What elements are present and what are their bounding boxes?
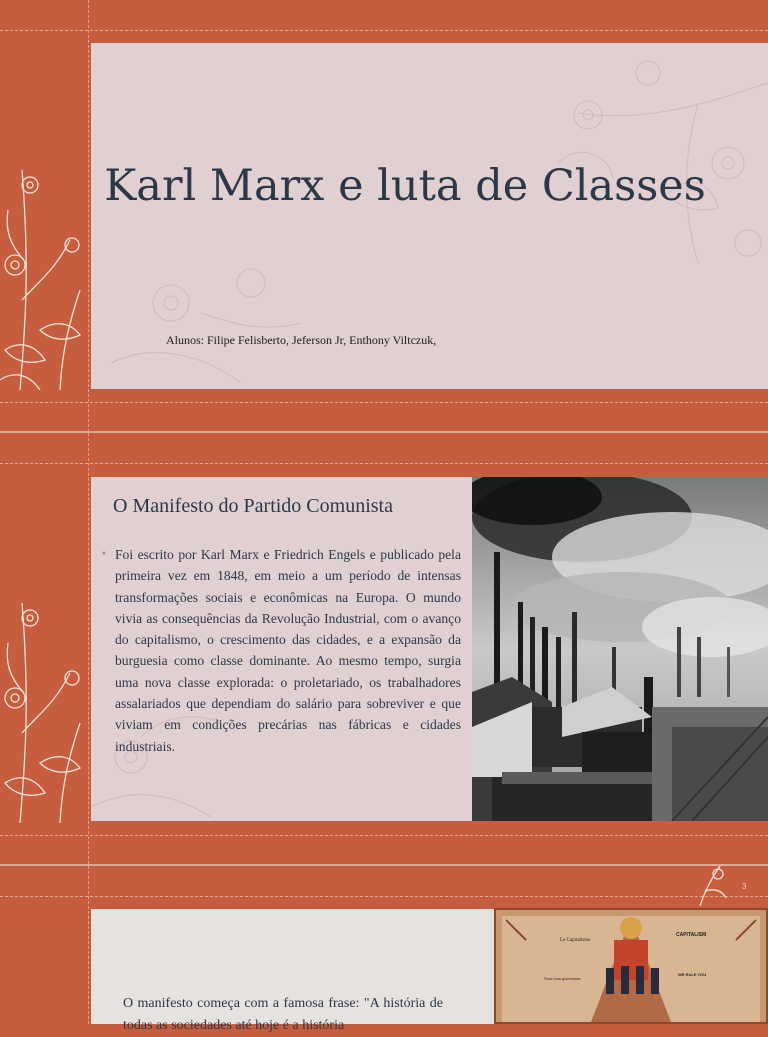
poster-label: WE RULE YOU: [678, 972, 707, 977]
capitalism-pyramid-poster: [494, 908, 768, 1024]
slide-1: [0, 0, 768, 432]
floral-decoration-left: [0, 583, 90, 823]
poster-label: Le Capitalisme: [560, 938, 591, 943]
presentation-title: Karl Marx e luta de Classes: [104, 161, 706, 211]
floral-watermark-left: [111, 243, 311, 389]
bullet-marker: •: [101, 549, 107, 560]
industrial-city-photo: [472, 477, 768, 821]
slide-title: O Manifesto do Partido Comunista: [113, 495, 393, 517]
poster-label: CAPITALISM: [676, 932, 707, 938]
slide-body-text: Foi escrito por Karl Marx e Friedrich Engels e publicado pela primeira vez em 1848, em meio a um período de intensas transformações sociais e econômicas na Europa. O mundo vivia as consequências da Revolução Industrial, com o avanço do capitalismo, o crescimento das cidades, e a expansão da burguesia como classe dominante. Ao mesmo tempo, surgia uma nova classe explorada: o proletariado, os trabalhadores assalariados que dependiam do salário para sobreviver e que viviam em condições precárias nas fábricas e cidades industriais.: [115, 547, 461, 754]
floral-decoration-top-right: [690, 866, 730, 906]
slide-body-text: O manifesto começa com a famosa frase: "A história de todas as sociedades até hoje é a história: [123, 996, 443, 1033]
authors-line: Alunos: Filipe Felisberto, Jeferson Jr, Enthony Viltczuk,: [166, 333, 437, 347]
page-number: 3: [742, 882, 747, 891]
floral-decoration-left: [0, 150, 90, 390]
poster-label: Nous vous gouvernons: [544, 976, 581, 981]
